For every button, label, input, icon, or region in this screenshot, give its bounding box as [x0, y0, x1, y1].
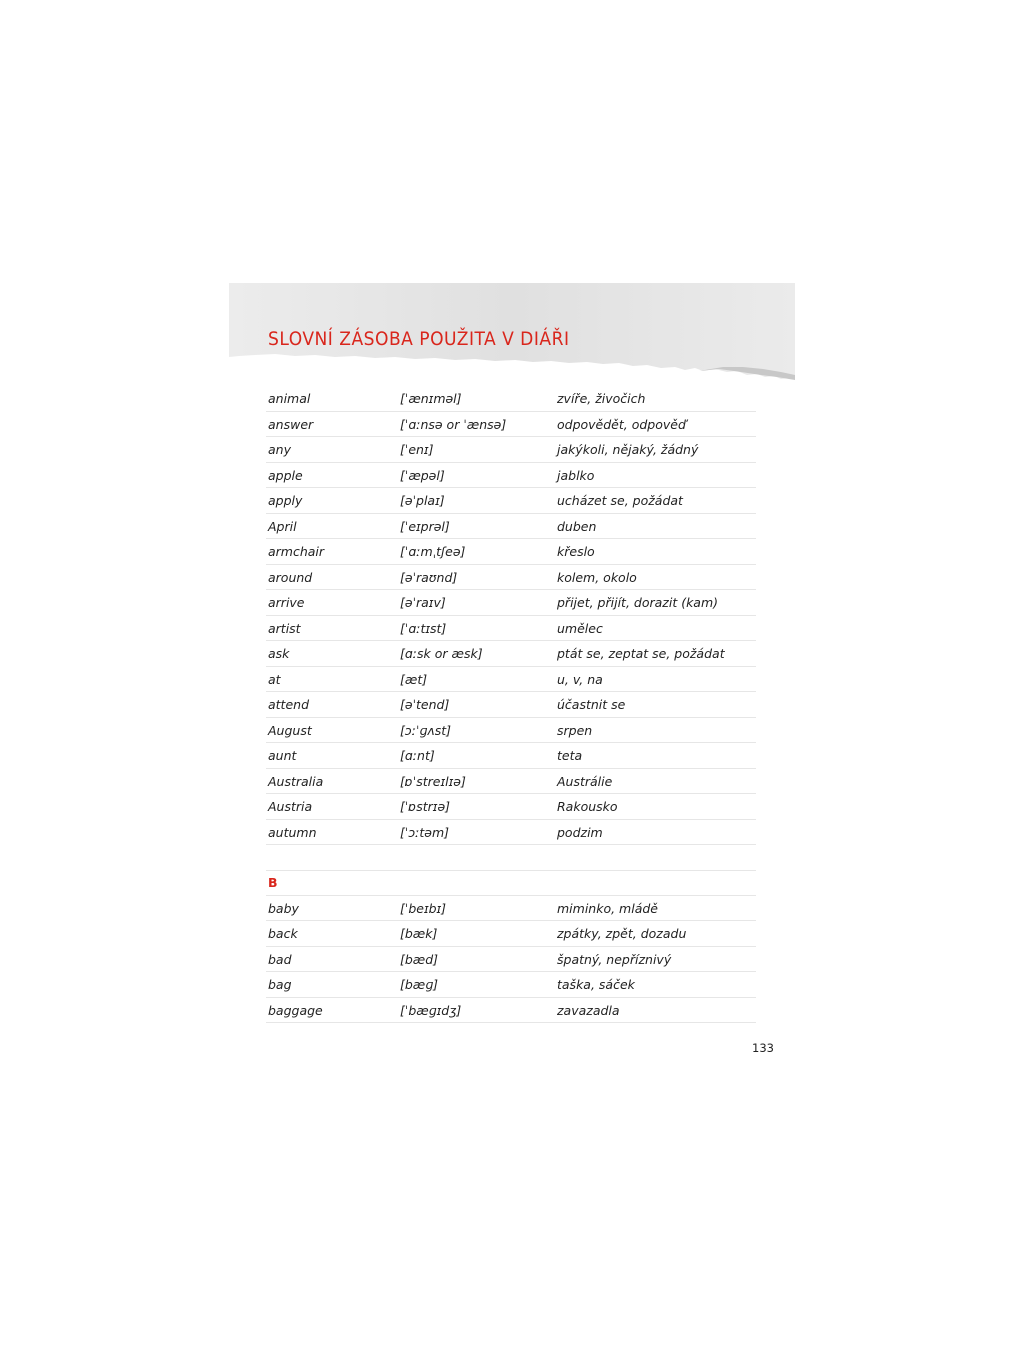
vocab-word: armchair [268, 544, 325, 559]
vocab-pronunciation: [ˈɑːnsə or ˈænsə] [400, 416, 507, 432]
vocab-pronunciation: [bæk] [400, 926, 438, 941]
vocab-row [266, 514, 756, 540]
vocab-word: Austria [268, 799, 313, 814]
vocab-translation: srpen [557, 722, 593, 738]
vocab-translation: umělec [557, 620, 603, 636]
vocab-row [266, 590, 756, 616]
vocab-pronunciation: [ˈbæɡɪdʒ] [400, 1002, 462, 1018]
vocab-translation: taška, sáček [557, 977, 635, 992]
vocab-word: answer [268, 416, 314, 432]
vocab-translation: kolem, okolo [557, 569, 637, 585]
vocab-row [266, 386, 756, 412]
vocab-word: attend [268, 697, 310, 712]
vocab-row [266, 921, 756, 947]
vocab-translation: zvíře, živočich [557, 391, 646, 406]
vocab-pronunciation: [æt] [400, 671, 428, 687]
vocab-row [266, 947, 756, 973]
vocab-pronunciation: [ˈɒstrɪə] [400, 799, 451, 814]
vocab-word: arrive [268, 595, 305, 610]
vocab-row [266, 998, 756, 1024]
vocab-translation: křeslo [557, 544, 595, 559]
vocab-translation: ptát se, zeptat se, požádat [557, 646, 725, 661]
vocab-translation: účastnit se [557, 697, 626, 712]
vocab-row [266, 667, 756, 693]
vocab-word: apple [268, 467, 303, 483]
vocab-pronunciation: [ɒˈstreɪlɪə] [400, 773, 466, 789]
vocab-row [266, 972, 756, 998]
vocab-pronunciation: [ˈɑːtɪst] [400, 620, 447, 636]
vocab-word: back [268, 926, 298, 941]
vocab-row [266, 616, 756, 642]
vocab-row [266, 565, 756, 591]
vocab-word: artist [268, 620, 301, 636]
vocab-translation: podzim [557, 824, 603, 840]
vocab-translation: špatný, nepříznivý [557, 951, 672, 967]
vocab-word: around [268, 569, 313, 585]
vocab-pronunciation: [əˈplaɪ] [400, 493, 445, 508]
vocab-pronunciation: [ˈbeɪbɪ] [400, 900, 447, 916]
empty-row [266, 845, 756, 871]
vocab-translation: odpovědět, odpověď [557, 416, 686, 432]
section-letter-heading: B [266, 870, 756, 896]
vocab-row [266, 488, 756, 514]
vocab-word: Australia [268, 773, 324, 789]
vocab-word: bad [268, 951, 292, 967]
vocab-translation: zpátky, zpět, dozadu [557, 926, 687, 941]
vocab-translation: přijet, přijít, dorazit (kam) [557, 595, 719, 610]
vocab-word: ask [268, 646, 290, 661]
vocab-row [266, 463, 756, 489]
vocab-word: at [268, 671, 281, 687]
page-title: SLOVNÍ ZÁSOBA POUŽITA V DIÁŘI [268, 328, 570, 350]
vocab-translation: Rakousko [557, 799, 618, 814]
vocab-word: April [268, 518, 297, 534]
vocab-row [266, 769, 756, 795]
vocab-row [266, 718, 756, 744]
vocab-row [266, 794, 756, 820]
vocab-word: animal [268, 391, 311, 406]
vocab-pronunciation: [ˈeɪprəl] [400, 518, 450, 534]
vocab-word: bag [268, 977, 292, 992]
vocab-pronunciation: [bæd] [400, 951, 439, 967]
page-number: 133 [752, 1041, 774, 1055]
vocab-word: aunt [268, 748, 297, 763]
vocab-row [266, 539, 756, 565]
vocab-pronunciation: [bæɡ] [400, 977, 439, 992]
vocab-pronunciation: [ˈenɪ] [400, 442, 434, 457]
vocab-translation: duben [557, 518, 597, 534]
vocab-translation: ucházet se, požádat [557, 493, 683, 508]
vocab-translation: jablko [557, 467, 595, 483]
vocab-row [266, 820, 756, 846]
vocab-row [266, 437, 756, 463]
vocab-word: August [268, 722, 312, 738]
vocab-row [266, 692, 756, 718]
vocab-translation: teta [557, 748, 583, 763]
vocab-translation: miminko, mládě [557, 900, 658, 916]
vocab-translation: jakýkoli, nějaký, žádný [557, 442, 699, 457]
vocab-pronunciation: [ˈɑːmˌtʃeə] [400, 544, 466, 559]
vocab-pronunciation: [ɑːsk or æsk] [400, 646, 483, 661]
vocab-translation: u, v, na [557, 671, 603, 687]
vocab-translation: zavazadla [557, 1002, 620, 1018]
vocab-pronunciation: [ɑːnt] [400, 748, 435, 763]
vocab-pronunciation: [ɔːˈɡʌst] [400, 722, 452, 738]
vocab-pronunciation: [ˈæpəl] [400, 467, 445, 483]
vocab-pronunciation: [əˈtend] [400, 697, 450, 712]
vocab-row [266, 896, 756, 922]
vocab-word: autumn [268, 824, 317, 840]
vocabulary-list-a [266, 386, 756, 871]
vocabulary-list-b [266, 870, 756, 1023]
vocab-pronunciation: [əˈraɪv] [400, 595, 446, 610]
vocab-row [266, 743, 756, 769]
vocab-row [266, 412, 756, 438]
vocab-row [266, 641, 756, 667]
vocab-word: baggage [268, 1002, 323, 1018]
vocab-pronunciation: [əˈraʊnd] [400, 569, 458, 585]
vocab-translation: Austrálie [557, 773, 613, 789]
vocab-word: baby [268, 900, 299, 916]
vocab-pronunciation: [ˈɔːtəm] [400, 824, 450, 840]
vocab-word: apply [268, 493, 303, 508]
vocab-word: any [268, 442, 291, 457]
vocab-pronunciation: [ˈænɪməl] [400, 391, 462, 406]
